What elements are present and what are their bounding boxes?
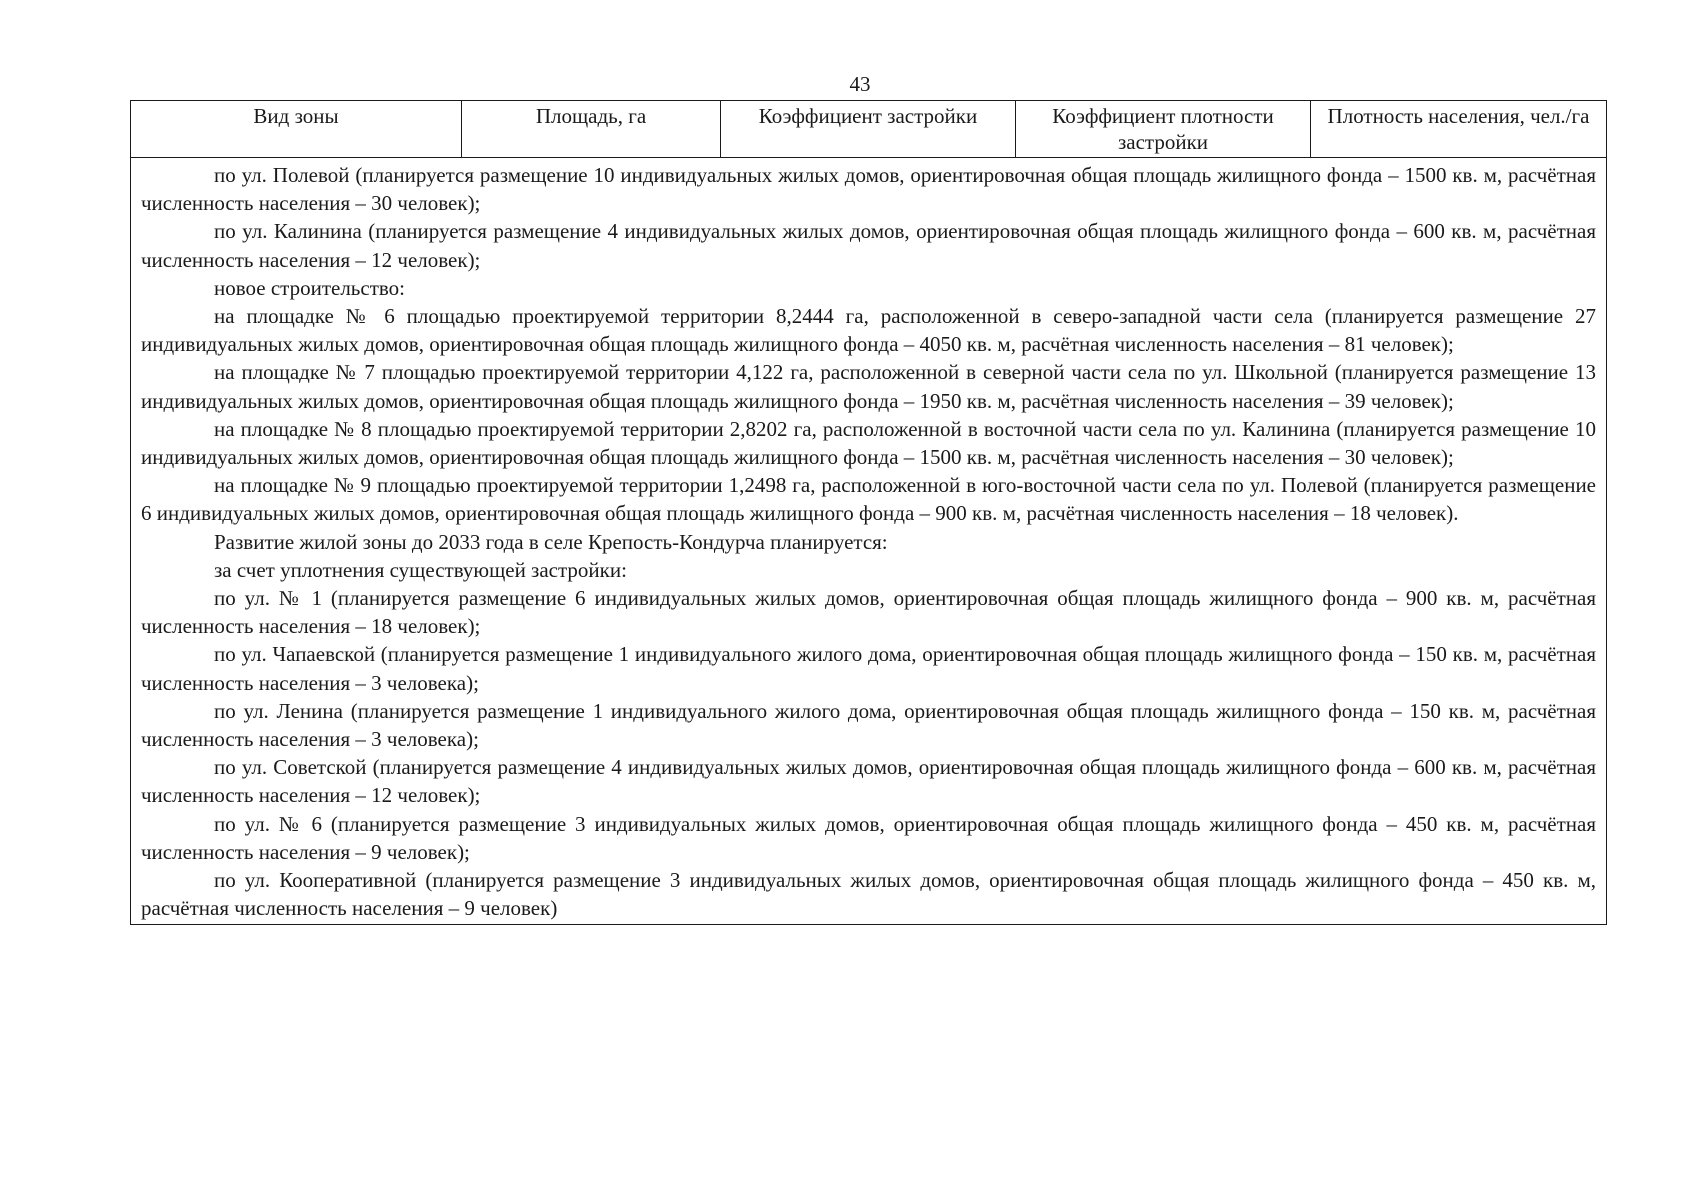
header-population-density: Плотность населения, чел./га [1311,101,1607,158]
paragraph-new-construction: новое строительство: [214,275,405,300]
header-building-density-coefficient: Коэффициент плотности застройки [1016,101,1311,158]
paragraph-development-intro: Развитие жилой зоны до 2033 года в селе Крепость-Кондурча планируется: [214,529,888,554]
paragraph-site-8: на площадке № 8 площадью проектируемой территории 2,8202 га, расположенной в восточной части села по ул. Калинина (планируется размещение 10 индивидуальных жилых домов, ориентировочная общая площадь жилищного фонда – 1500 кв. м, расчётная численность населения – 30 человек); [141,416,1596,470]
paragraph-lenina-street: по ул. Ленина (планируется размещение 1 индивидуального жилого дома, ориентировочная общая площадь жилищного фонда – 150 кв. м, расчётная численность населения – 3 человека); [141,698,1596,752]
zone-table [130,100,1607,925]
paragraph-site-6: на площадке № 6 площадью проектируемой территории 8,2444 га, расположенной в северо-западной части села (планируется размещение 27 индивидуальных жилых домов, ориентировочная общая площадь жилищного фонда – 4050 кв. м, расчётная численность населения – 81 человек); [141,304,1596,357]
paragraph-densification: за счет уплотнения существующей застройки: [214,557,627,582]
paragraph-polevaya-street: по ул. Полевой (планируется размещение 10 индивидуальных жилых домов, ориентировочная общая площадь жилищного фонда – 1500 кв. м, расчётная численность населения – 30 человек); [141,163,1596,216]
paragraph-sovetskaya-street: по ул. Советской (планируется размещение 4 индивидуальных жилых домов, ориентировочная общая площадь жилищного фонда – 600 кв. м, расчётная численность населения – 12 человек); [141,755,1596,808]
paragraph-street-6: по ул. № 6 (планируется размещение 3 индивидуальных жилых домов, ориентировочная общая площадь жилищного фонда – 450 кв. м, расчётная численность населения – 9 человек); [141,811,1596,864]
header-area: Площадь, га [462,101,721,158]
page-number: 43 [849,72,871,96]
paragraph-kalinina-street: по ул. Калинина (планируется размещение 4 индивидуальных жилых домов, ориентировочная общая площадь жилищного фонда – 600 кв. м, расчётная численность населения – 12 человек); [141,219,1596,272]
paragraph-street-1: по ул. № 1 (планируется размещение 6 индивидуальных жилых домов, ориентировочная общая площадь жилищного фонда – 900 кв. м, расчётная численность населения – 18 человек); [141,586,1596,639]
table-header-row [131,101,1607,158]
paragraph-site-7: на площадке № 7 площадью проектируемой территории 4,122 га, расположенной в северной части села по ул. Школьной (планируется размещение 13 индивидуальных жилых домов, ориентировочная общая площадь жилищного фонда – 1950 кв. м, расчётная численность населения – 39 человек); [141,360,1596,413]
paragraph-site-9: на площадке № 9 площадью проектируемой территории 1,2498 га, расположенной в юго-восточной части села по ул. Полевой (планируется размещение 6 индивидуальных жилых домов, ориентировочная общая площадь жилищного фонда – 900 кв. м, расчётная численность населения – 18 человек). [141,473,1596,526]
header-zone-type: Вид зоны [131,101,462,158]
merged-text-cell [131,158,1607,925]
table-row [131,158,1607,925]
paragraph-chapaevskaya-street: по ул. Чапаевской (планируется размещение 1 индивидуального жилого дома, ориентировочная общая площадь жилищного фонда – 150 кв. м, расчётная численность населения – 3 человека); [141,642,1596,695]
paragraph-kooperativnaya-street: по ул. Кооперативной (планируется размещение 3 индивидуальных жилых домов, ориентировочная общая площадь жилищного фонда – 450 кв. м, расчётная численность населения – 9 человек) [141,868,1596,921]
header-building-coefficient: Коэффициент застройки [721,101,1016,158]
